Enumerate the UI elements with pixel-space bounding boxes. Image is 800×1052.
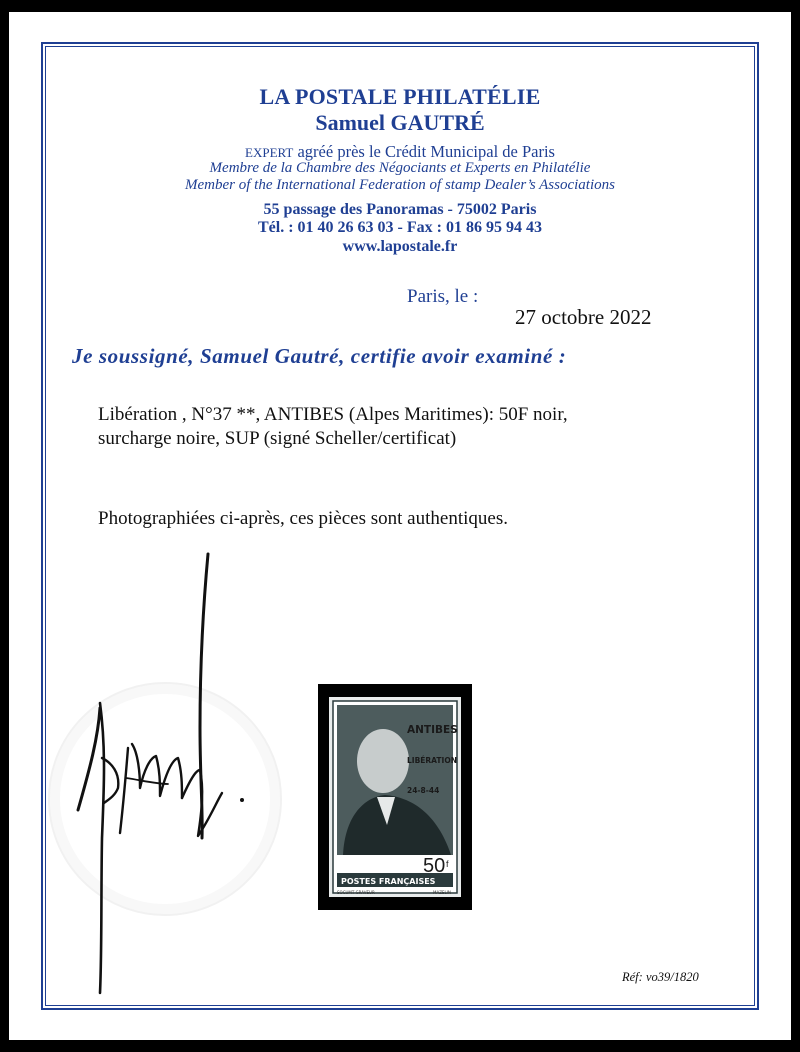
place-label: Paris, le :	[407, 286, 479, 307]
stamp-value-suffix: f	[446, 859, 449, 869]
engraver-right: MAZELIN	[433, 890, 451, 895]
certificate-date: 27 octobre 2022	[515, 305, 652, 329]
reference-number: Réf: vo39/1820	[622, 970, 699, 984]
stamp-photo	[318, 684, 472, 910]
authenticity-statement: Photographiées ci-après, ces pièces sont authentiques.	[98, 508, 508, 529]
overprint-line-1: ANTIBES	[407, 724, 458, 736]
stamp-country: POSTES FRANÇAISES	[341, 877, 436, 886]
item-description-line-2: surcharge noire, SUP (signé Scheller/certificat)	[98, 428, 457, 449]
engraver-left: SOCUMT GRAVEUR	[337, 890, 375, 895]
company-name: LA POSTALE PHILATÉLIE	[259, 84, 541, 109]
expert-accreditation-text: agréé près le Crédit Municipal de Paris	[293, 142, 555, 161]
postage-stamp	[329, 697, 461, 897]
stamp-value: 50	[423, 855, 446, 877]
expert-name: Samuel GAUTRÉ	[315, 110, 485, 135]
signature-dot	[240, 798, 244, 802]
overprint-line-2: LIBÉRATION	[407, 756, 457, 765]
address: 55 passage des Panoramas - 75002 Paris	[263, 201, 537, 218]
certification-statement: Je soussigné, Samuel Gautré, certifie avoir examiné :	[72, 344, 567, 368]
membership-french: Membre de la Chambre des Négociants et Experts en Philatélie	[209, 160, 591, 176]
expert-accreditation	[0, 142, 800, 162]
phone-fax: Tél. : 01 40 26 63 03 - Fax : 01 86 95 94 43	[258, 219, 542, 236]
overprint-line-3: 24-8-44	[407, 786, 440, 795]
handwritten-signature	[60, 548, 260, 998]
expert-accreditation-caps: EXPERT	[245, 145, 294, 160]
website: www.lapostale.fr	[342, 238, 458, 255]
membership-english: Member of the International Federation of stamp Dealer’s Associations	[185, 177, 615, 193]
item-description-line-1: Libération , N°37 **, ANTIBES (Alpes Maritimes): 50F noir,	[98, 404, 568, 425]
stamp-artwork	[329, 697, 461, 897]
portrait-head	[357, 729, 409, 793]
